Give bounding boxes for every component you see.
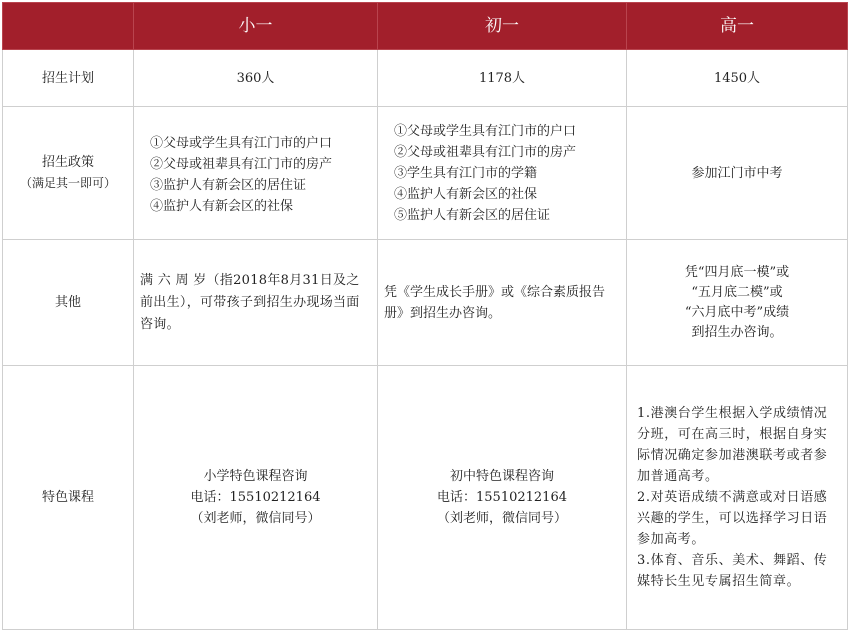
policy-junior-item: ①父母或学生具有江门市的户口	[394, 123, 577, 139]
other-senior	[627, 240, 848, 366]
special-junior-contact: （刘老师，微信同号）	[436, 511, 567, 526]
other-row	[3, 240, 848, 366]
other-junior: 凭《学生成长手册》或《综合素质报告册》到招生办咨询。	[378, 240, 627, 366]
policy-junior	[378, 107, 627, 240]
other-senior-line: “六月底中考”成绩	[684, 304, 790, 320]
header-primary: 小一	[134, 3, 378, 50]
header-row	[3, 3, 848, 50]
policy-junior-item: ⑤监护人有新会区的居住证	[394, 207, 551, 223]
special-primary-title: 小学特色课程咨询	[203, 469, 308, 484]
header-corner	[3, 3, 134, 50]
policy-primary-item: ①父母或学生具有江门市的户口	[150, 136, 333, 151]
policy-sublabel: （满足其一即可）	[19, 176, 116, 190]
special-primary	[134, 366, 378, 630]
policy-row	[3, 107, 848, 240]
special-senior	[627, 366, 848, 630]
policy-junior-item: ②父母或祖辈具有江门市的房产	[394, 144, 577, 160]
policy-label: 招生政策	[41, 155, 94, 170]
policy-senior: 参加江门市中考	[627, 107, 848, 240]
policy-primary-item: ②父母或祖辈具有江门市的房产	[150, 157, 333, 172]
special-junior-phone: 电话：15510212164	[437, 490, 567, 505]
special-junior	[378, 366, 627, 630]
special-junior-title: 初中特色课程咨询	[449, 469, 554, 484]
policy-junior-item: ③学生具有江门市的学籍	[394, 165, 538, 181]
other-label: 其他	[3, 240, 134, 366]
plan-junior: 1178人	[378, 50, 627, 107]
special-row	[3, 366, 848, 630]
plan-senior: 1450人	[627, 50, 848, 107]
enrollment-table	[2, 2, 848, 630]
policy-label-cell	[3, 107, 134, 240]
special-primary-contact: （刘老师，微信同号）	[190, 511, 321, 526]
enrollment-table-container	[2, 2, 847, 628]
other-senior-line: “五月底二模”或	[691, 284, 783, 300]
policy-primary-item: ③监护人有新会区的居住证	[150, 178, 307, 193]
other-senior-line: 到招生办咨询。	[691, 324, 783, 340]
policy-primary-item: ④监护人有新会区的社保	[150, 199, 294, 214]
plan-primary: 360人	[134, 50, 378, 107]
plan-row	[3, 50, 848, 107]
header-junior: 初一	[378, 3, 627, 50]
special-label: 特色课程	[3, 366, 134, 630]
special-senior-note: 1.港澳台学生根据入学成绩情况分班，可在高三时，根据自身实际情况确定参加港澳联考或者参加普通高考。	[637, 406, 828, 484]
policy-junior-item: ④监护人有新会区的社保	[394, 186, 538, 202]
other-senior-line: 凭“四月底一模”或	[684, 264, 790, 280]
policy-primary	[134, 107, 378, 240]
plan-label: 招生计划	[3, 50, 134, 107]
special-senior-note: 3.体育、音乐、美术、舞蹈、传媒特长生见专属招生简章。	[637, 553, 828, 589]
other-primary: 满 六 周 岁（指2018年8月31日及之前出生），可带孩子到招生办现场当面咨询。	[134, 240, 378, 366]
special-senior-note: 2.对英语成绩不满意或对日语感兴趣的学生，可以选择学习日语参加高考。	[637, 490, 828, 547]
special-primary-phone: 电话：15510212164	[190, 490, 321, 505]
header-senior: 高一	[627, 3, 848, 50]
